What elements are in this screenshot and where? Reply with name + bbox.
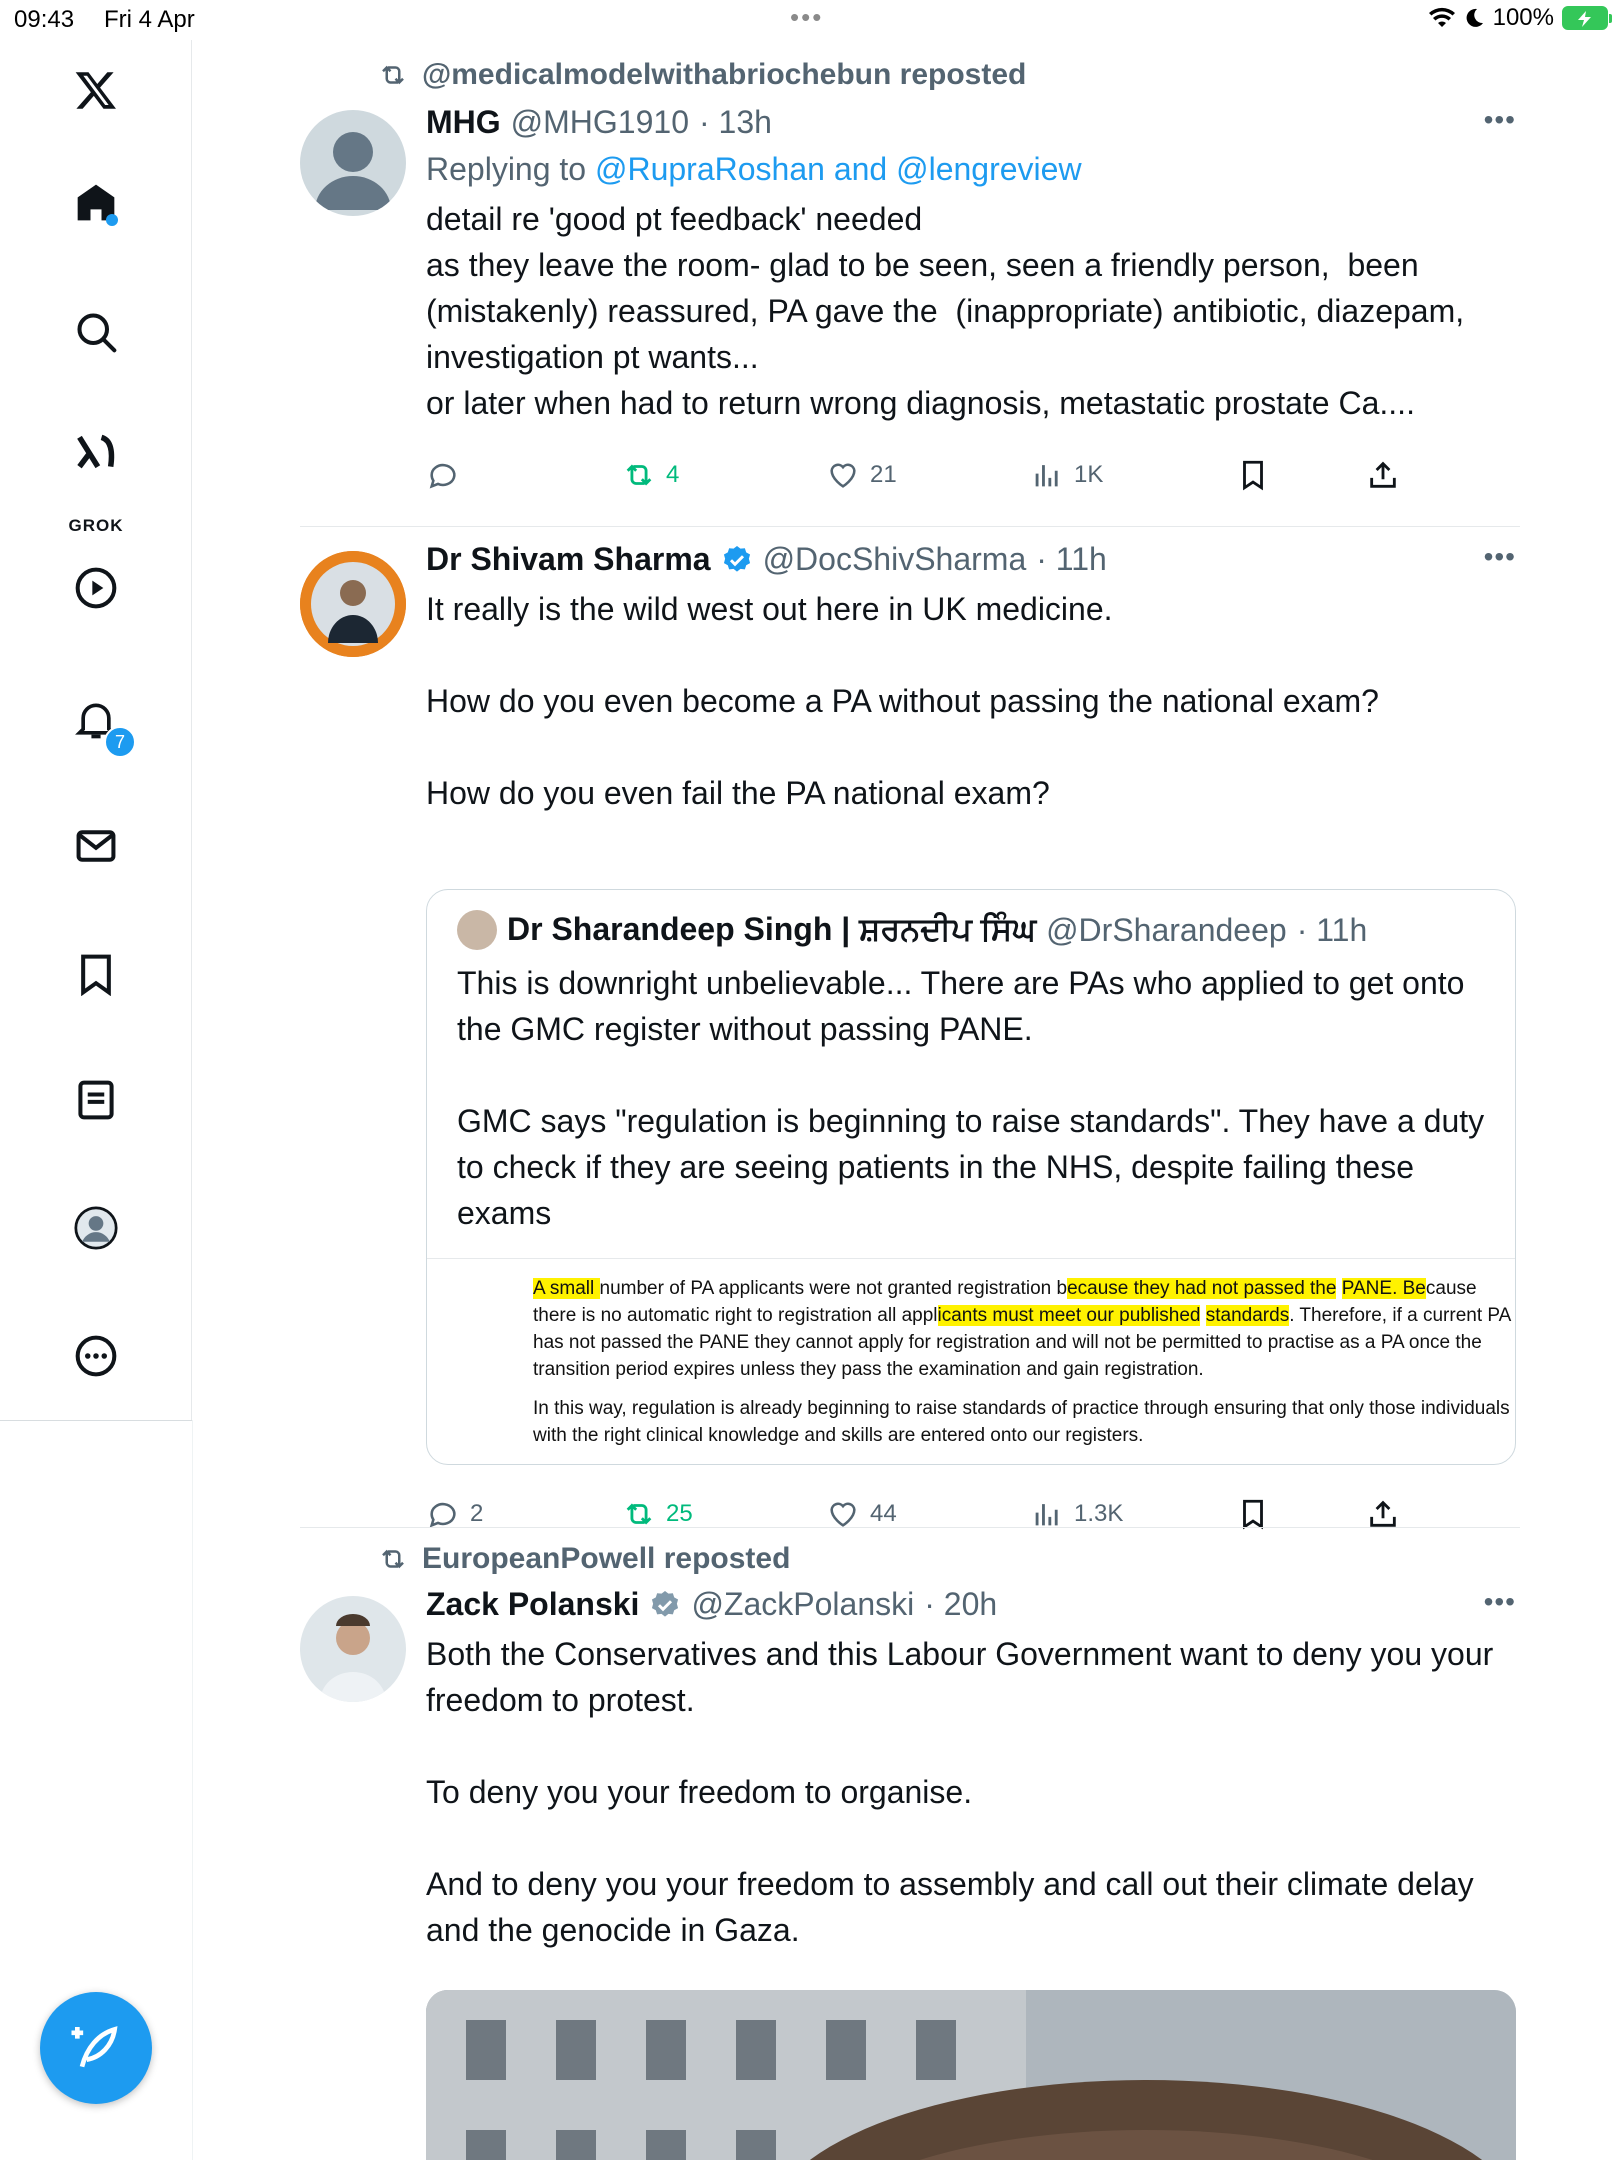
doc-highlight: ecause they had not passed the <box>1067 1278 1337 1299</box>
messages-envelope-icon[interactable] <box>66 816 126 876</box>
author-name[interactable]: Zack Polanski <box>426 1586 640 1622</box>
status-bar <box>0 0 1620 40</box>
repost-icon <box>378 1544 408 1574</box>
post-header <box>426 541 1516 578</box>
like-button[interactable] <box>826 458 897 492</box>
author-name[interactable]: MHG <box>426 104 501 140</box>
views-chart-icon <box>1030 458 1064 492</box>
post-more-button[interactable]: ••• <box>1483 1586 1516 1617</box>
notifications-badge: 7 <box>104 726 136 758</box>
grok-icon[interactable] <box>66 422 126 482</box>
bookmark-button[interactable] <box>1236 458 1270 492</box>
share-icon <box>1366 1497 1400 1531</box>
post-text: Both the Conservatives and this Labour Government want to deny you your freedom to protest. To deny you your freedom to organise. And to deny you your freedom to assembly and call out their climate delay and the genocide in Gaza. <box>426 1636 1494 1948</box>
bookmark-icon <box>1236 458 1270 492</box>
quote-author-name: Dr Sharandeep Singh | ਸ਼ਰਨਦੀਪ ਸਿੰਘ <box>507 911 1037 947</box>
status-right <box>1429 4 1608 32</box>
document-paragraph-1 <box>533 1275 1515 1383</box>
wifi-icon <box>1429 7 1455 29</box>
post-mhg[interactable] <box>300 40 1520 526</box>
bookmark-icon <box>1236 1497 1270 1531</box>
repost-by-label: @medicalmodelwithabriochebun reposted <box>422 58 1027 91</box>
post-more-button[interactable]: ••• <box>1483 541 1516 572</box>
repost-button[interactable] <box>622 458 679 492</box>
document-paragraph-2: In this way, regulation is already beginning to raise standards of practice through ensuring that only those individuals with the right clinical knowledge and skills are entered onto our registers. <box>533 1398 1510 1446</box>
home-unread-dot <box>106 214 118 226</box>
battery-icon <box>1562 6 1608 30</box>
repost-indicator[interactable] <box>378 1542 790 1576</box>
share-icon <box>1366 458 1400 492</box>
video-play-icon[interactable] <box>66 558 126 618</box>
views-count: 1.3K <box>1074 1500 1124 1527</box>
views-button[interactable] <box>1030 1497 1123 1531</box>
x-logo-icon[interactable] <box>66 60 126 120</box>
reply-count: 2 <box>470 1500 484 1527</box>
repost-button[interactable] <box>622 1497 693 1531</box>
grok-label[interactable]: GROK <box>68 516 124 535</box>
post-content <box>426 1586 1516 1953</box>
post-zack-polanski[interactable] <box>300 1528 1520 2160</box>
author-handle[interactable]: @ZackPolanski <box>691 1586 915 1622</box>
replying-to-links[interactable]: @RupraRoshan and @lengreview <box>594 151 1082 187</box>
moon-icon <box>1463 7 1485 29</box>
quote-header <box>457 910 1485 950</box>
verified-badge-icon <box>649 1589 681 1621</box>
status-time: 09:43 <box>14 6 75 33</box>
doc-text: cause there is no automatic right to registration all appl <box>533 1278 1477 1326</box>
post-shivam-sharma[interactable] <box>300 527 1520 1527</box>
author-name[interactable]: Dr Shivam Sharma <box>426 541 711 577</box>
doc-text: number of PA applicants were not granted registration b <box>599 1278 1068 1299</box>
post-text: It really is the wild west out here in UK medicine. How do you even become a PA without passing the national exam? How do you even fail the PA national exam? <box>426 591 1379 811</box>
repost-by-label: EuropeanPowell reposted <box>422 1542 791 1575</box>
bookmark-button[interactable] <box>1236 1497 1270 1531</box>
verified-badge-icon <box>721 544 753 576</box>
quote-avatar <box>457 910 497 950</box>
repost-indicator[interactable] <box>378 58 1026 92</box>
views-chart-icon <box>1030 1497 1064 1531</box>
post-media-image[interactable] <box>426 1990 1516 2160</box>
post-time: · 11h <box>1036 541 1107 577</box>
quote-author-handle: @DrSharandeep <box>1046 911 1287 948</box>
reply-button[interactable] <box>426 1497 483 1531</box>
quoted-post[interactable] <box>426 889 1516 1465</box>
profile-avatar-icon[interactable] <box>66 1198 126 1258</box>
repost-icon <box>378 60 408 90</box>
compose-feather-icon <box>68 2020 124 2076</box>
post-content <box>426 541 1516 816</box>
battery-percent: 100% <box>1492 4 1554 31</box>
sidebar-border <box>192 1420 193 2160</box>
sidebar-divider <box>0 1420 192 1421</box>
post-content <box>426 104 1516 426</box>
post-actions <box>426 458 1516 502</box>
compose-post-button[interactable] <box>40 1992 152 2104</box>
search-icon[interactable] <box>66 302 126 362</box>
heart-icon <box>826 458 860 492</box>
post-header <box>426 1586 1516 1623</box>
author-handle[interactable]: @MHG1910 <box>510 104 689 140</box>
doc-highlight: PANE. Be <box>1341 1278 1426 1299</box>
quote-text: This is downright unbelievable... There are PAs who applied to get onto the GMC register without passing PANE. GMC says "regulation is beginning to raise standards". They have a duty to check if they are seeing patients in the NHS, despite failing these exams <box>457 965 1485 1231</box>
quote-document-image[interactable] <box>427 1258 1515 1464</box>
status-date: Fri 4 Apr <box>104 6 195 33</box>
repost-count: 25 <box>666 1500 693 1527</box>
share-button[interactable] <box>1366 1497 1400 1531</box>
doc-highlight: icants must meet our published <box>937 1305 1201 1326</box>
bookmarks-icon[interactable] <box>66 944 126 1004</box>
reply-button[interactable] <box>426 458 470 492</box>
sidebar <box>0 40 192 1420</box>
more-options-icon[interactable] <box>66 1326 126 1386</box>
like-button[interactable] <box>826 1497 897 1531</box>
avatar[interactable] <box>300 110 406 216</box>
reply-icon <box>426 458 460 492</box>
views-count: 1K <box>1074 461 1104 488</box>
repost-icon <box>622 1497 656 1531</box>
post-more-button[interactable]: ••• <box>1483 104 1516 135</box>
heart-icon <box>826 1497 860 1531</box>
replying-to <box>426 151 1516 188</box>
post-header <box>426 104 1516 141</box>
reply-icon <box>426 1497 460 1531</box>
doc-highlight: A small <box>533 1278 600 1299</box>
repost-count: 4 <box>666 461 680 488</box>
repost-icon <box>622 458 656 492</box>
post-time: · 20h <box>924 1586 998 1622</box>
doc-highlight: standards <box>1205 1305 1290 1326</box>
avatar[interactable] <box>300 551 406 657</box>
doc-text: . Therefore, if a current PA has not passed the PANE they cannot apply for registration and will not be permitted to practise as a PA once the transition period expires unless they pass the examination and gain registration. <box>533 1305 1511 1380</box>
post-text: detail re 'good pt feedback' needed as they leave the room- glad to be seen, seen a friendly person, been (mistakenly) reassured, PA gave the (inappropriate) antibiotic, diazepam, investigation pt wants... or later when had to return wrong diagnosis, metastatic prostate Ca.... <box>426 201 1465 421</box>
like-count: 44 <box>870 1500 897 1527</box>
post-time: · 13h <box>698 104 772 140</box>
multitasking-dots[interactable]: ••• <box>790 2 824 32</box>
author-handle[interactable]: @DocShivSharma <box>762 541 1027 577</box>
replying-prefix: Replying to <box>426 151 587 187</box>
views-button[interactable] <box>1030 458 1103 492</box>
lists-icon[interactable] <box>66 1070 126 1130</box>
avatar[interactable] <box>300 1596 406 1702</box>
share-button[interactable] <box>1366 458 1400 492</box>
quote-time: · 11h <box>1296 911 1368 948</box>
like-count: 21 <box>870 461 897 488</box>
